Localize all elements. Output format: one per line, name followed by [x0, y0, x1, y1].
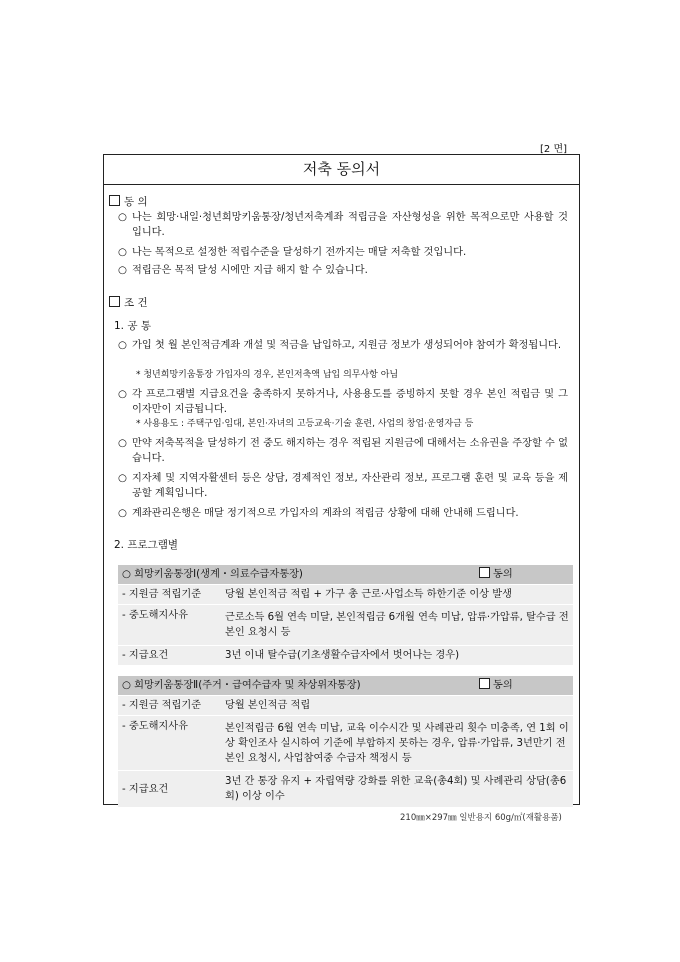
table-row [118, 771, 573, 808]
program-header [118, 676, 573, 696]
condition-item: ○ 계좌관리은행은 매달 정기적으로 가입자의 계좌의 적립금 상황에 대해 안내해 드립니다. [118, 508, 519, 519]
program-name: ○ 희망키움통장Ⅱ(주거・급여수급자 및 차상위자통장) [118, 676, 475, 696]
circle-bullet-icon: ○ [118, 265, 127, 276]
form-title: 저축 동의서 [104, 155, 579, 185]
condition-item: ○ 각 프로그램별 지급요건을 충족하지 못하거나, 사용용도를 증빙하지 못할 경우 본인 적립금 및 그 이자만이 지급됩니다. [118, 389, 568, 415]
checkbox-icon[interactable] [479, 567, 490, 578]
circle-bullet-icon: ○ [118, 389, 127, 400]
consent-item: ○ 나는 목적으로 설정한 적립수준을 달성하기 전까지는 매달 저축할 것입니다. [118, 247, 467, 258]
table-row [118, 696, 573, 716]
circle-bullet-icon: ○ [118, 340, 127, 351]
row-value: 당월 본인적금 적립 [221, 696, 573, 716]
circle-bullet-icon: ○ [118, 212, 127, 223]
row-value: 3년 간 통장 유지 + 자립역량 강화를 위한 교육(총4회) 및 사례관리 상담(총6회) 이상 이수 [221, 771, 573, 808]
row-value: 당월 본인적금 적립 + 가구 총 근로·사업소득 하한기준 이상 발생 [221, 585, 573, 605]
consent-check[interactable]: 동의 [475, 676, 573, 696]
consent-item: ○ 적립금은 목적 달성 시에만 지급 해지 할 수 있습니다. [118, 265, 368, 276]
program-table-1 [118, 565, 573, 665]
table-row [118, 716, 573, 771]
row-value: 본인적립금 6월 연속 미납, 교육 이수시간 및 사례관리 횟수 미충족, 연 1회 이상 확인조사 실시하여 기준에 부합하지 못하는 경우, 압류·가압류, 3년만기 전 본인 요청시, 사업참여중 수급자 책정시 등 [221, 716, 573, 771]
condition-item: ○ 가입 첫 월 본인적금계좌 개설 및 적금을 납입하고, 지원금 정보가 생성되어야 참여가 확정됩니다. [118, 340, 562, 351]
circle-bullet-icon: ○ [118, 473, 127, 484]
program-name: ○ 희망키움통장Ⅰ(생계・의료수급자통장) [118, 565, 475, 585]
program-table-2 [118, 676, 573, 807]
checkbox-icon [109, 296, 120, 307]
row-label: - 중도해지사유 [118, 716, 221, 771]
consent-check[interactable]: 동의 [475, 565, 573, 585]
row-label: - 지급요건 [118, 646, 221, 666]
circle-bullet-icon: ○ [118, 508, 127, 519]
table-row [118, 605, 573, 646]
table-row [118, 646, 573, 666]
condition-item: ○ 지자체 및 지역자활센터 등은 상담, 경제적인 정보, 자산관리 정보, 프로그램 훈련 및 교육 등을 제공할 계획입니다. [118, 473, 568, 499]
row-label: - 중도해지사유 [118, 605, 221, 646]
page-number: [2 면] [540, 144, 568, 155]
row-value: 3년 이내 탈수급(기초생활수급자에서 벗어나는 경우) [221, 646, 573, 666]
paper-spec: 210㎜×297㎜ 일반용지 60g/㎡(재활용품) [400, 813, 562, 823]
circle-bullet-icon: ○ [118, 247, 127, 258]
consent-heading: 동 의 [109, 194, 148, 209]
consent-item: ○ 나는 희망·내일·청년희망키움통장/청년저축계좌 적립금을 자산형성을 위한 목적으로만 사용할 것입니다. [118, 212, 568, 238]
program-heading: 2. 프로그램별 [114, 539, 179, 551]
row-label: - 지원금 적립기준 [118, 585, 221, 605]
condition-item: ○ 만약 저축목적을 달성하기 전 중도 해지하는 경우 적립된 지원금에 대해서는 소유권을 주장할 수 없습니다. [118, 438, 568, 464]
conditions-heading: 조 건 [109, 295, 148, 310]
checkbox-icon [109, 195, 120, 206]
condition-note: * 청년희망키움통장 가입자의 경우, 본인저축액 납입 의무사항 아님 [136, 370, 399, 380]
consent-form [103, 154, 580, 805]
table-row [118, 585, 573, 605]
row-label: - 지원금 적립기준 [118, 696, 221, 716]
condition-note: * 사용용도 : 주택구입·임대, 본인·자녀의 고등교육·기술 훈련, 사업의 창업·운영자금 등 [136, 419, 474, 429]
circle-bullet-icon: ○ [118, 438, 127, 449]
row-label: - 지급요건 [118, 771, 221, 808]
checkbox-icon[interactable] [479, 678, 490, 689]
program-header [118, 565, 573, 585]
common-heading: 1. 공 통 [114, 320, 151, 332]
row-value: 근로소득 6월 연속 미달, 본인적립금 6개월 연속 미납, 압류·가압류, 탈수급 전 본인 요청시 등 [221, 605, 573, 646]
